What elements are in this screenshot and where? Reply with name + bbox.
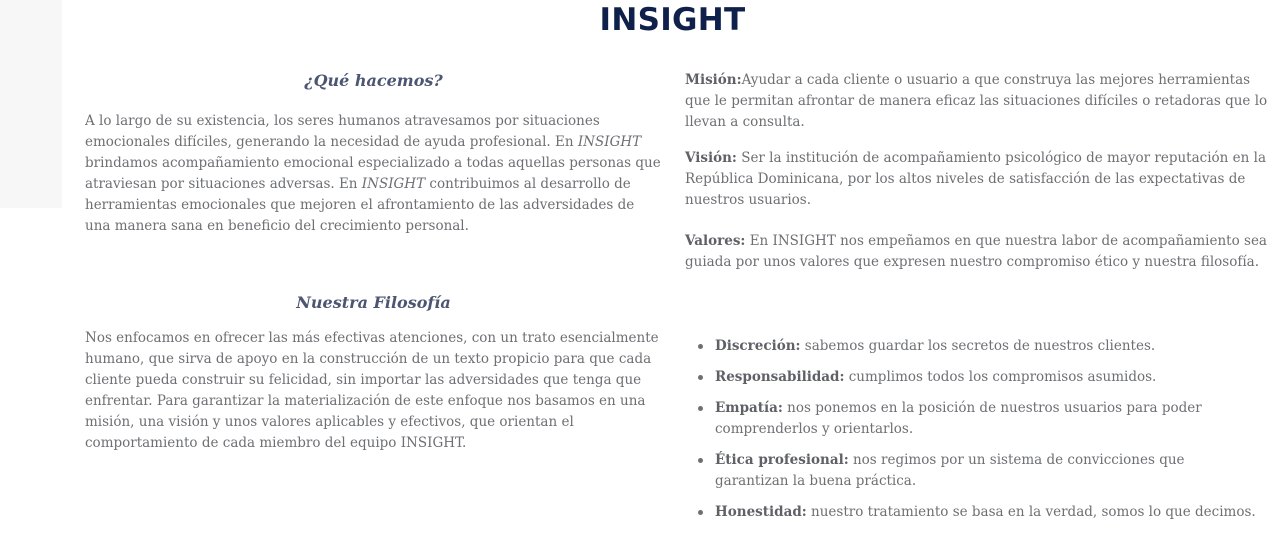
valores-text: En INSIGHT nos empeñamos en que nuestra labor de acompañamiento sea guiada por unos valores que expresen nuestro compromiso ético y nuestra filosofía. [685,233,1267,270]
left-column [85,70,662,454]
value-text: cumplimos todos los compromisos asumidos. [844,369,1157,385]
bullet-icon [698,458,703,463]
bullet-icon [698,406,703,411]
list-item [697,398,1257,440]
que-hacemos-heading: ¿Qué hacemos? [304,71,443,90]
brand-emphasis-1: INSIGHT [577,134,642,150]
page-title: INSIGHT [599,2,746,38]
vision-label: Visión: [685,150,737,166]
list-item [697,367,1257,388]
vision-paragraph [685,148,1270,211]
brand-emphasis-2: INSIGHT [361,176,426,192]
bullet-icon [698,344,703,349]
que-hacemos-text-3: contribuimos al desarrollo de herramientas emocionales que mejoren el afrontamiento de las adversidades de una manera sana en beneficio del crecimiento personal. [85,176,635,234]
filosofia-paragraph: Nos enfocamos en ofrecer las más efectivas atenciones, con un trato esencialmente humano, que sirva de apoyo en la construcción de un texto propicio para que cada cliente pueda construir su felicidad, sin importar las adversidades que tenga que enfrentar. Para garantizar la materialización de este enfoque nos basamos en una misión, una visión y unos valores aplicables y efectivos, que orientan el comportamiento de cada miembro del equipo INSIGHT. [85,330,659,451]
values-list [697,336,1257,533]
bullet-icon [698,510,703,515]
value-label: Empatía: [715,400,783,416]
que-hacemos-paragraph [85,111,662,237]
mision-label: Misión: [685,72,742,88]
value-label: Responsabilidad: [715,369,845,385]
mision-text: Ayudar a cada cliente o usuario a que construya las mejores herramientas que le permitan afrontar de manera eficaz las situaciones difíciles o retadoras que lo llevan a consulta. [685,72,1268,130]
valores-paragraph [685,231,1270,273]
que-hacemos-text-2: brindamos acompañamiento emocional especializado a todas aquellas personas que atraviesan por situaciones adversas. En [85,155,661,192]
list-item [697,502,1257,523]
mision-paragraph [685,70,1270,133]
vision-text: Ser la institución de acompañamiento psicológico de mayor reputación en la República Dominicana, por los altos niveles de satisfacción de las expectativas de nuestros usuarios. [685,150,1266,208]
value-text: sabemos guardar los secretos de nuestros clientes. [800,338,1156,354]
value-text: nos ponemos en la posición de nuestros usuarios para poder comprenderlos y orientarlos. [715,400,1202,437]
value-text: nos regimos por un sistema de convicciones que garantizan la buena práctica. [715,452,1185,489]
list-item [697,450,1257,492]
right-column [685,70,1270,273]
value-label: Ética profesional: [715,452,849,468]
bullet-icon [698,375,703,380]
value-text: nuestro tratamiento se basa en la verdad, somos lo que decimos. [806,504,1256,520]
que-hacemos-text-1: A lo largo de su existencia, los seres humanos atravesamos por situaciones emocionales difíciles, generando la necesidad de ayuda profesional. En [85,113,600,150]
list-item [697,336,1257,357]
value-label: Honestidad: [715,504,807,520]
filosofia-heading: Nuestra Filosofía [296,293,451,312]
valores-label: Valores: [685,233,746,249]
value-label: Discreción: [715,338,801,354]
